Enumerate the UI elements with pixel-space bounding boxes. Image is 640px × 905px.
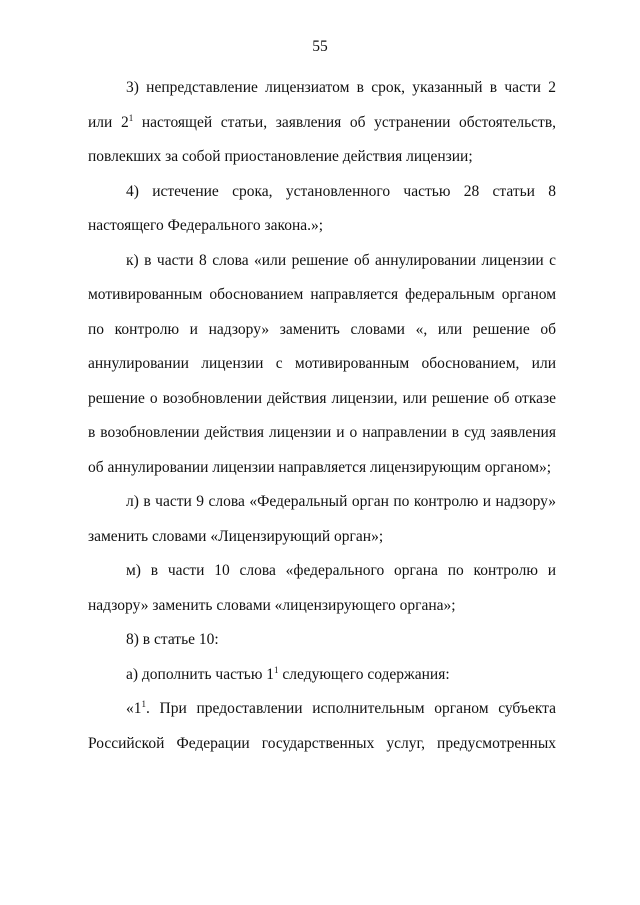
paragraph-1 [88, 71, 556, 175]
paragraph-5 [88, 554, 556, 623]
text-run: . При предоставлении исполнительным органом субъекта Российской Федерации государственных услуг, предусмотренных [88, 700, 556, 752]
paragraph-7 [88, 658, 556, 693]
text-run: настоящей статьи, заявления об устранении обстоятельств, повлекших за собой приостановление действия лицензии; [88, 113, 557, 165]
text-run: л) в части 9 слова «Федеральный орган по контролю и надзору» заменить словами «Лицензирующий орган»; [88, 493, 556, 545]
text-run: м) в части 10 слова «федерального органа по контролю и надзору» заменить словами «лицензирующего органа»; [88, 562, 556, 614]
paragraph-6 [88, 623, 556, 658]
document-body [88, 71, 556, 761]
superscript: 1 [128, 112, 134, 123]
superscript: 1 [274, 664, 279, 675]
superscript: 1 [141, 698, 146, 709]
page-number: 55 [312, 38, 328, 55]
text-run: следующего содержания: [278, 665, 450, 683]
text-run: а) дополнить частью 1 [126, 665, 275, 683]
paragraph-4 [88, 485, 556, 554]
paragraph-2 [88, 175, 556, 244]
text-run: 3) непредставление лицензиатом в срок, указанный в части 2 или 2 [88, 79, 556, 131]
text-run: 4) истечение срока, установленного частью 28 статьи 8 настоящего Федерального закона.»; [88, 182, 556, 234]
text-run: «1 [126, 700, 142, 717]
paragraph-8 [88, 692, 556, 761]
text-run: к) в части 8 слова «или решение об аннулировании лицензии с мотивированным обоснованием направляется федеральным органом по контролю и надзору» заменить словами «, или решение об аннулировании лицензии с мотивированным обоснованием, или решение о возобновлении действия лицензии, или решение об отказе в возобновлении действия лицензии и о направлении в суд заявления об аннулировании лицензии направляется лицензирующим органом»; [88, 251, 556, 476]
text-run: 8) в статье 10: [126, 631, 219, 648]
paragraph-3 [88, 244, 556, 486]
